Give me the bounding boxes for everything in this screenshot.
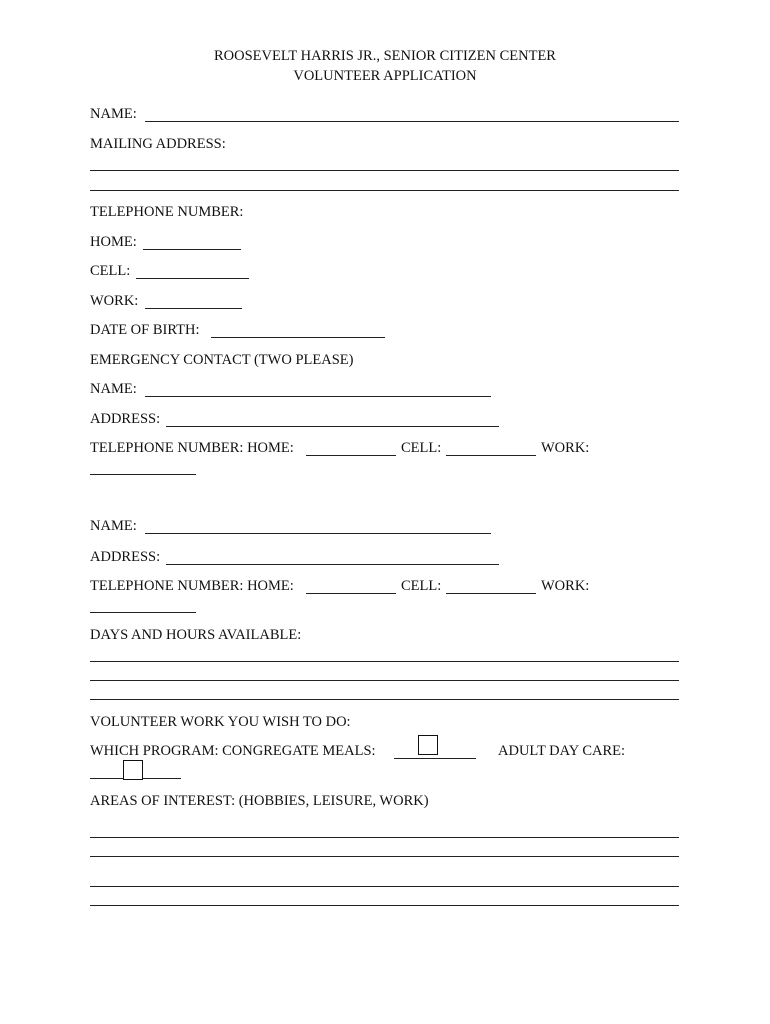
work-phone-label: WORK: bbox=[90, 293, 139, 309]
emergency-2-tel-home-label: TELEPHONE NUMBER: HOME: bbox=[90, 578, 294, 594]
mailing-address-line-1[interactable] bbox=[90, 170, 679, 171]
interests-line-2[interactable] bbox=[90, 856, 679, 857]
adult-day-care-label: ADULT DAY CARE: bbox=[498, 743, 626, 759]
emergency-2-cell-label: CELL: bbox=[401, 578, 442, 594]
emergency-2-address-field[interactable] bbox=[166, 564, 499, 565]
emergency-contact-heading: EMERGENCY CONTACT (TWO PLEASE) bbox=[90, 352, 354, 368]
program-label: WHICH PROGRAM: CONGREGATE MEALS: bbox=[90, 743, 376, 759]
form-org-name: ROOSEVELT HARRIS JR., SENIOR CITIZEN CENTER bbox=[214, 48, 556, 64]
emergency-2-work-label: WORK: bbox=[541, 578, 590, 594]
emergency-2-home-field[interactable] bbox=[306, 593, 396, 594]
work-phone-field[interactable] bbox=[145, 308, 242, 309]
home-phone-field[interactable] bbox=[143, 249, 241, 250]
cell-phone-field[interactable] bbox=[136, 278, 249, 279]
availability-line-3[interactable] bbox=[90, 699, 679, 700]
availability-line-2[interactable] bbox=[90, 680, 679, 681]
emergency-1-name-field[interactable] bbox=[145, 396, 491, 397]
mailing-address-line-2[interactable] bbox=[90, 190, 679, 191]
emergency-2-address-label: ADDRESS: bbox=[90, 549, 161, 565]
emergency-1-name-label: NAME: bbox=[90, 381, 137, 397]
emergency-2-name-label: NAME: bbox=[90, 518, 137, 534]
emergency-2-work-field[interactable] bbox=[90, 612, 196, 613]
cell-phone-label: CELL: bbox=[90, 263, 131, 279]
emergency-2-cell-field[interactable] bbox=[446, 593, 536, 594]
emergency-1-address-field[interactable] bbox=[166, 426, 499, 427]
volunteer-work-heading: VOLUNTEER WORK YOU WISH TO DO: bbox=[90, 714, 351, 730]
emergency-1-work-field[interactable] bbox=[90, 474, 196, 475]
emergency-1-cell-field[interactable] bbox=[446, 455, 536, 456]
dob-field[interactable] bbox=[211, 337, 385, 338]
interests-line-4[interactable] bbox=[90, 905, 679, 906]
mailing-address-label: MAILING ADDRESS: bbox=[90, 136, 226, 152]
congregate-meals-checkbox[interactable] bbox=[418, 735, 438, 755]
form-title: VOLUNTEER APPLICATION bbox=[293, 68, 477, 84]
interests-label: AREAS OF INTEREST: (HOBBIES, LEISURE, WORK) bbox=[90, 793, 429, 809]
emergency-1-address-label: ADDRESS: bbox=[90, 411, 161, 427]
home-phone-label: HOME: bbox=[90, 234, 137, 250]
dob-label: DATE OF BIRTH: bbox=[90, 322, 200, 338]
emergency-2-name-field[interactable] bbox=[145, 533, 491, 534]
applicant-name-label: NAME: bbox=[90, 106, 137, 122]
adult-day-care-checkbox[interactable] bbox=[123, 760, 143, 780]
emergency-1-tel-home-label: TELEPHONE NUMBER: HOME: bbox=[90, 440, 294, 456]
emergency-1-home-field[interactable] bbox=[306, 455, 396, 456]
emergency-1-work-label: WORK: bbox=[541, 440, 590, 456]
applicant-name-field[interactable] bbox=[145, 121, 679, 122]
availability-line-1[interactable] bbox=[90, 661, 679, 662]
availability-label: DAYS AND HOURS AVAILABLE: bbox=[90, 627, 302, 643]
emergency-1-cell-label: CELL: bbox=[401, 440, 442, 456]
interests-line-3[interactable] bbox=[90, 886, 679, 887]
interests-line-1[interactable] bbox=[90, 837, 679, 838]
telephone-label: TELEPHONE NUMBER: bbox=[90, 204, 244, 220]
congregate-meals-line bbox=[394, 758, 476, 759]
